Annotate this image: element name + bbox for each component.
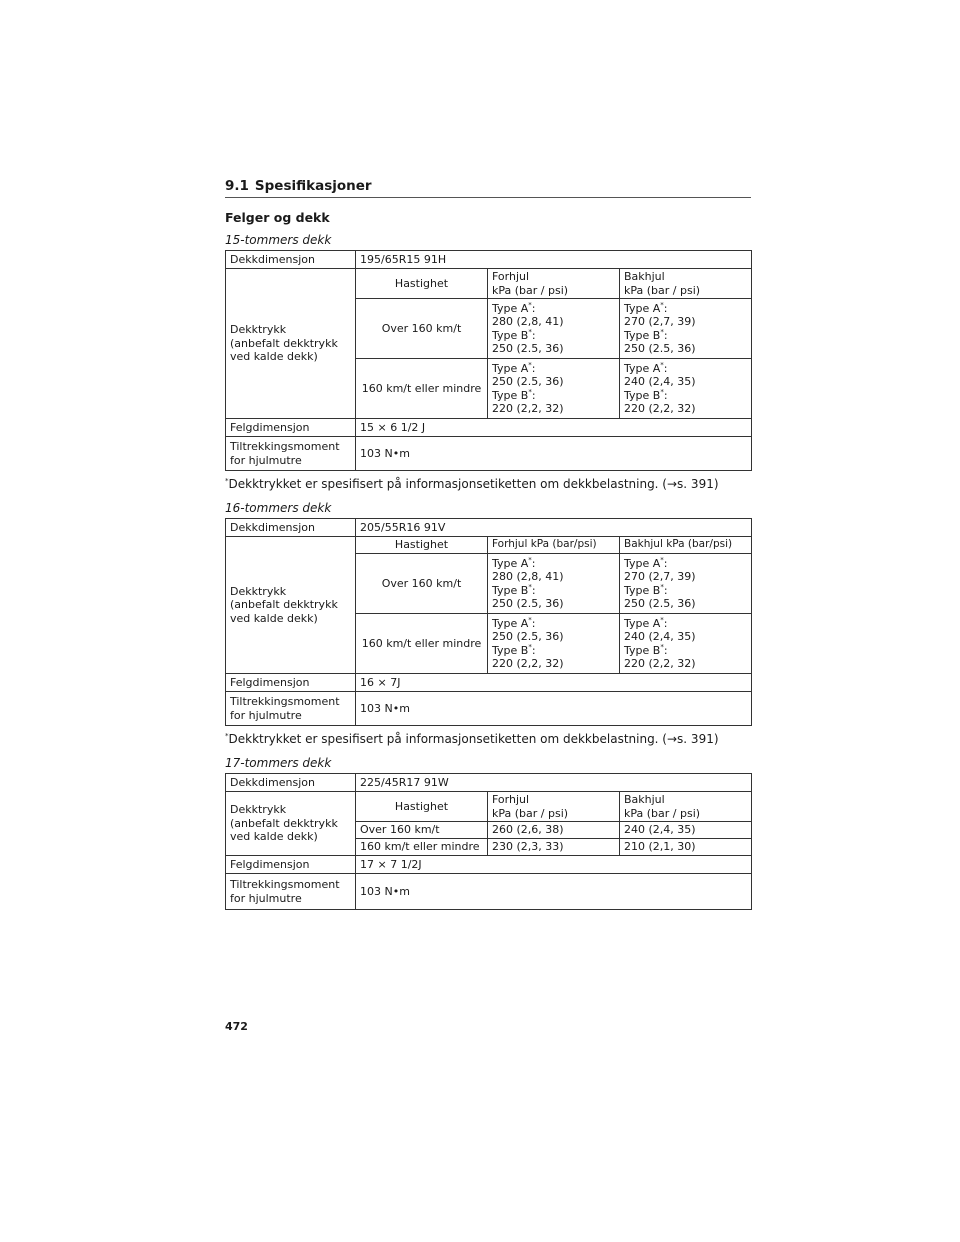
type-a-label: Type A: [492, 361, 529, 375]
rear-pressure-value: 210 (2,1, 30): [620, 839, 752, 856]
footnote-marker: *: [528, 615, 532, 624]
speed-160-or-less: 160 km/t eller mindre: [356, 614, 488, 674]
speed-header: Hastighet: [356, 269, 488, 299]
rear-header: Bakhjul kPa (bar/psi): [620, 537, 752, 554]
tire-15-title: 15-tommers dekk: [225, 233, 332, 247]
tire-16-title: 16-tommers dekk: [225, 501, 332, 515]
type-b-label: Type B: [492, 583, 529, 597]
type-a-label: Type A: [492, 556, 529, 570]
footnote-marker: *: [660, 582, 664, 591]
dimension-label: Dekkdimensjon: [226, 774, 356, 792]
section-heading: [225, 178, 751, 198]
footnote-marker: *: [660, 642, 664, 651]
pressure-label: Dekktrykk (anbefalt dekktrykk ved kalde dekk): [226, 269, 356, 419]
footnote-text: Dekktrykket er spesifisert på informasjonsetiketten om dekkbelastning. (→s. 391): [228, 477, 719, 491]
footnote-marker: *: [528, 387, 532, 396]
rear-type-a-value: 240 (2,4, 35): [624, 375, 696, 388]
type-b-label: Type B: [624, 583, 661, 597]
rear-pressure-value: 240 (2,4, 35): [620, 822, 752, 839]
rim-value: 15 × 6 1/2 J: [356, 419, 752, 437]
torque-label: Tiltrekkingsmoment for hjulmutre: [226, 437, 356, 471]
front-header: Forhjul kPa (bar / psi): [488, 269, 620, 299]
tire-17-title: 17-tommers dekk: [225, 756, 332, 770]
front-type-b-value: 250 (2.5, 36): [492, 342, 564, 355]
speed-header: Hastighet: [356, 537, 488, 554]
torque-label: Tiltrekkingsmoment for hjulmutre: [226, 692, 356, 726]
rear-header: Bakhjul kPa (bar / psi): [620, 269, 752, 299]
rear-pressure-cell: Type A*: 270 (2,7, 39) Type B*: 250 (2.5, 36): [620, 554, 752, 614]
rim-value: 16 × 7J: [356, 674, 752, 692]
speed-over-160: Over 160 km/t: [356, 299, 488, 359]
footnote-marker: *: [660, 360, 664, 369]
rear-pressure-cell: Type A*: 240 (2,4, 35) Type B*: 220 (2,2, 32): [620, 359, 752, 419]
footnote-marker: *: [528, 300, 532, 309]
tire-15-table: [225, 250, 752, 471]
speed-160-or-less: 160 km/t eller mindre: [356, 839, 488, 856]
dimension-label: Dekkdimensjon: [226, 519, 356, 537]
rear-type-b-value: 220 (2,2, 32): [624, 402, 696, 415]
pressure-label: Dekktrykk (anbefalt dekktrykk ved kalde dekk): [226, 792, 356, 856]
footnote-marker: *: [528, 642, 532, 651]
footnote-marker: *: [225, 477, 229, 485]
pressure-label: Dekktrykk (anbefalt dekktrykk ved kalde dekk): [226, 537, 356, 674]
front-type-a-value: 280 (2,8, 41): [492, 570, 564, 583]
footnote-marker: *: [528, 582, 532, 591]
rim-label: Felgdimensjon: [226, 419, 356, 437]
tire-16-table: [225, 518, 752, 726]
speed-header: Hastighet: [356, 792, 488, 822]
type-a-label: Type A: [492, 301, 529, 315]
page-number: 472: [225, 1020, 248, 1033]
footnote-marker: *: [528, 555, 532, 564]
footnote-marker: *: [225, 732, 229, 740]
type-b-label: Type B: [624, 643, 661, 657]
front-type-a-value: 280 (2,8, 41): [492, 315, 564, 328]
speed-160-or-less: 160 km/t eller mindre: [356, 359, 488, 419]
torque-value: 103 N•m: [356, 437, 752, 471]
type-a-label: Type A: [624, 301, 661, 315]
rim-value: 17 × 7 1/2J: [356, 856, 752, 874]
speed-over-160: Over 160 km/t: [356, 554, 488, 614]
rim-label: Felgdimensjon: [226, 856, 356, 874]
footnote-marker: *: [660, 387, 664, 396]
front-header: Forhjul kPa (bar/psi): [488, 537, 620, 554]
rear-type-b-value: 250 (2.5, 36): [624, 342, 696, 355]
page-content: [225, 178, 751, 910]
rear-header: Bakhjul kPa (bar / psi): [620, 792, 752, 822]
front-type-a-value: 250 (2.5, 36): [492, 630, 564, 643]
rear-type-b-value: 220 (2,2, 32): [624, 657, 696, 670]
footnote-marker: *: [528, 360, 532, 369]
front-pressure-cell: Type A*: 250 (2.5, 36) Type B*: 220 (2,2, 32): [488, 614, 620, 674]
rear-pressure-cell: Type A*: 240 (2,4, 35) Type B*: 220 (2,2, 32): [620, 614, 752, 674]
type-a-label: Type A: [492, 616, 529, 630]
tire-17-table: [225, 773, 752, 910]
front-type-b-value: 220 (2,2, 32): [492, 402, 564, 415]
speed-over-160: Over 160 km/t: [356, 822, 488, 839]
footnote-marker: *: [660, 327, 664, 336]
rear-type-a-value: 270 (2,7, 39): [624, 315, 696, 328]
footnote: [225, 732, 751, 746]
dimension-value: 205/55R16 91V: [356, 519, 752, 537]
front-type-a-value: 250 (2.5, 36): [492, 375, 564, 388]
footnote-text: Dekktrykket er spesifisert på informasjonsetiketten om dekkbelastning. (→s. 391): [228, 732, 719, 746]
subheading: Felger og dekk: [225, 210, 330, 225]
type-b-label: Type B: [492, 388, 529, 402]
dimension-label: Dekkdimensjon: [226, 251, 356, 269]
section-number: 9.1: [225, 178, 249, 194]
rim-label: Felgdimensjon: [226, 674, 356, 692]
footnote-marker: *: [660, 300, 664, 309]
section-title: Spesifikasjoner: [254, 178, 372, 194]
front-pressure-value: 230 (2,3, 33): [488, 839, 620, 856]
type-b-label: Type B: [624, 328, 661, 342]
rear-pressure-cell: Type A*: 270 (2,7, 39) Type B*: 250 (2.5, 36): [620, 299, 752, 359]
torque-label: Tiltrekkingsmoment for hjulmutre: [226, 874, 356, 910]
front-pressure-value: 260 (2,6, 38): [488, 822, 620, 839]
dimension-value: 225/45R17 91W: [356, 774, 752, 792]
footnote-marker: *: [528, 327, 532, 336]
front-type-b-value: 250 (2.5, 36): [492, 597, 564, 610]
torque-value: 103 N•m: [356, 692, 752, 726]
front-pressure-cell: Type A*: 250 (2.5, 36) Type B*: 220 (2,2, 32): [488, 359, 620, 419]
front-header: Forhjul kPa (bar / psi): [488, 792, 620, 822]
rear-type-a-value: 240 (2,4, 35): [624, 630, 696, 643]
torque-value: 103 N•m: [356, 874, 752, 910]
dimension-value: 195/65R15 91H: [356, 251, 752, 269]
front-type-b-value: 220 (2,2, 32): [492, 657, 564, 670]
rear-type-b-value: 250 (2.5, 36): [624, 597, 696, 610]
type-a-label: Type A: [624, 361, 661, 375]
type-b-label: Type B: [492, 643, 529, 657]
type-b-label: Type B: [492, 328, 529, 342]
footnote-marker: *: [660, 615, 664, 624]
rear-type-a-value: 270 (2,7, 39): [624, 570, 696, 583]
type-a-label: Type A: [624, 556, 661, 570]
front-pressure-cell: Type A*: 280 (2,8, 41) Type B*: 250 (2.5, 36): [488, 554, 620, 614]
front-pressure-cell: Type A*: 280 (2,8, 41) Type B*: 250 (2.5, 36): [488, 299, 620, 359]
footnote: [225, 477, 751, 491]
type-a-label: Type A: [624, 616, 661, 630]
type-b-label: Type B: [624, 388, 661, 402]
footnote-marker: *: [660, 555, 664, 564]
